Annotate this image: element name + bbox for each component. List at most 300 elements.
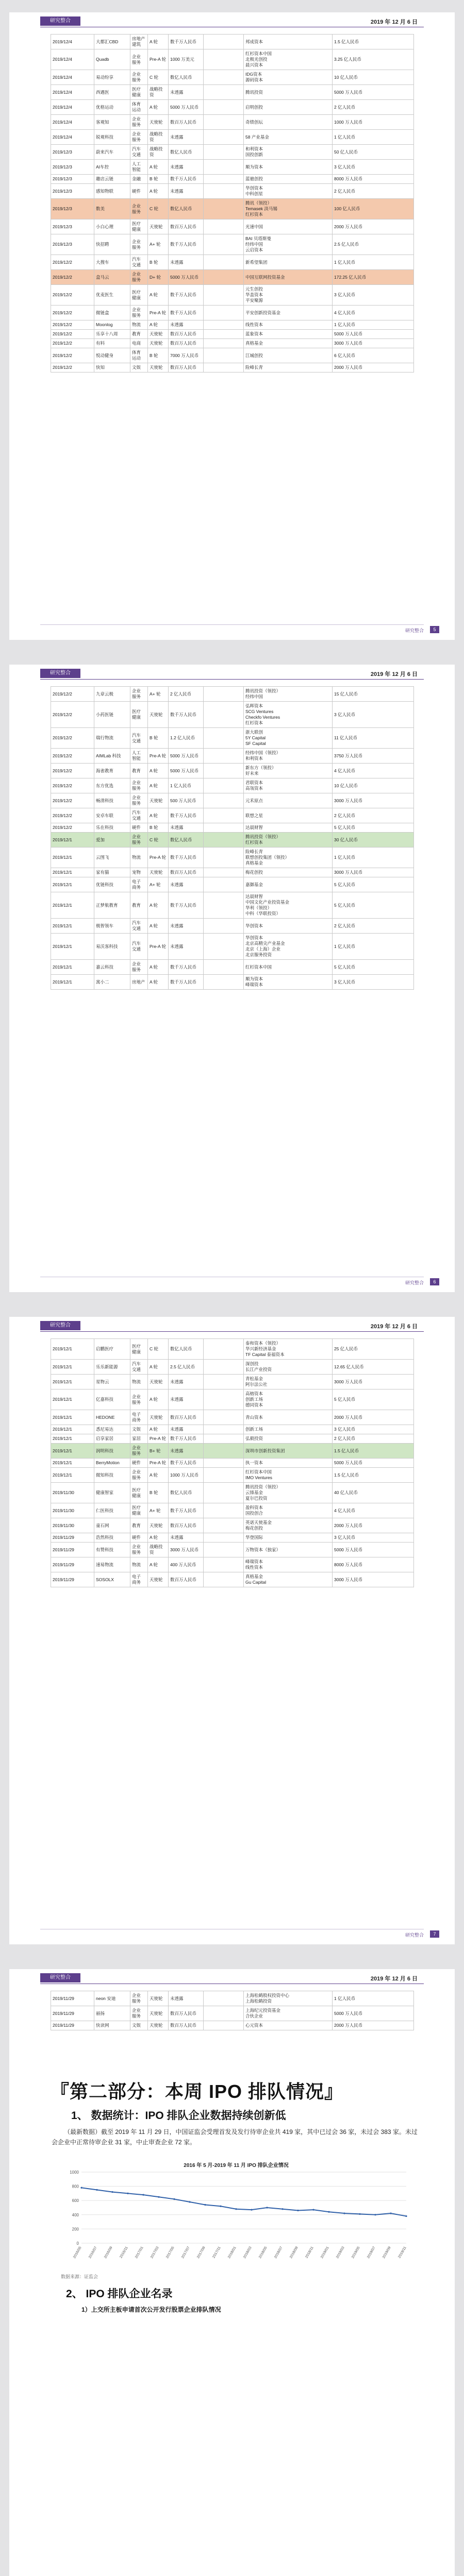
deal-name-cell: 悉尼易达 — [94, 1425, 130, 1434]
deal-name-cell: 云图飞 — [94, 848, 130, 868]
deal-industry-cell: 房地产 建筑 — [130, 35, 148, 49]
deal-amount-cell: 数百万人民币 — [169, 219, 204, 234]
subsection-title: 2、 IPO 排队企业名录 — [66, 2288, 173, 2300]
deal-amount-cell: 数千万人民币 — [169, 175, 204, 184]
deal-investors-cell: 奇绩创坛 — [244, 115, 333, 130]
deals-table — [51, 34, 414, 372]
deal-name-cell: 速易物流 — [94, 1557, 130, 1572]
deal-usd-amount-cell: 3 亿人民币 — [333, 702, 414, 728]
deal-investors-cell: 真格基金 Gu Capital — [244, 1572, 333, 1587]
deal-name-cell: 优链科技 — [94, 877, 130, 892]
deal-round-cell: D+ 轮 — [148, 270, 169, 285]
deal-industry-cell: 体育 运动 — [130, 100, 148, 115]
deal-amount-cell: 2 亿人民币 — [169, 687, 204, 702]
deal-round-cell: Pre-A 轮 — [148, 848, 169, 868]
deal-name-cell: 优格运动 — [94, 100, 130, 115]
deal-name-cell: 乐乐新能源 — [94, 1360, 130, 1375]
deal-date-cell: 2019/12/2 — [51, 823, 94, 833]
page-number: 7 — [430, 1930, 439, 1938]
deal-name-cell: AI车控 — [94, 160, 130, 175]
deal-name-cell: 有料 — [94, 339, 130, 348]
deal-row — [51, 1375, 414, 1389]
deal-name-cell: 乐享十八周 — [94, 330, 130, 339]
deal-usd-amount-cell: 15 亿人民币 — [333, 687, 414, 702]
deal-industry-cell: 企业 服务 — [130, 199, 148, 219]
deal-usd-amount-cell: 12.65 亿人民币 — [333, 1360, 414, 1375]
deal-valuation-cell — [204, 728, 244, 749]
x-tick-label: 2018/09 — [289, 2246, 299, 2259]
deal-date-cell: 2019/12/2 — [51, 778, 94, 793]
deal-usd-amount-cell: 3 亿人民币 — [333, 1425, 414, 1434]
footer-tag: 研究整合 — [405, 1280, 424, 1285]
deal-valuation-cell — [204, 1339, 244, 1360]
chart-source: 数据来源：证监会 — [61, 2274, 98, 2279]
deal-row — [51, 1518, 414, 1533]
deal-date-cell: 2019/11/29 — [51, 1991, 94, 2006]
ipo-queue-point — [80, 2187, 82, 2189]
deal-row — [51, 764, 414, 778]
deal-date-cell: 2019/12/1 — [51, 833, 94, 848]
deal-investors-cell: 上海纪元投资基金 合伙企业 — [244, 2006, 333, 2021]
report-date: 2019 年 12 月 6 日 — [370, 1976, 418, 1982]
deal-usd-amount-cell: 30 亿人民币 — [333, 833, 414, 848]
deal-row — [51, 285, 414, 306]
deal-valuation-cell — [204, 960, 244, 975]
deal-valuation-cell — [204, 1360, 244, 1375]
deal-row — [51, 687, 414, 702]
deal-row — [51, 778, 414, 793]
deal-valuation-cell — [204, 285, 244, 306]
y-tick-label: 1000 — [70, 2170, 79, 2175]
deal-name-cell: 优麦医生 — [94, 285, 130, 306]
deal-investors-cell: 英诺天使基金 梅花创投 — [244, 1518, 333, 1533]
deal-usd-amount-cell: 10 亿人民币 — [333, 70, 414, 85]
report-page-6 — [9, 665, 455, 1292]
report-tag: 研究整合 — [40, 669, 80, 678]
deal-row — [51, 199, 414, 219]
deal-industry-cell: 医疗 健康 — [130, 219, 148, 234]
deal-valuation-cell — [204, 764, 244, 778]
ipo-queue-point — [127, 2193, 128, 2194]
deal-name-cell: 瑞行物流 — [94, 728, 130, 749]
deal-date-cell: 2019/12/2 — [51, 320, 94, 330]
x-tick-label: 2019/03 — [336, 2246, 345, 2259]
deal-round-cell: 战略投资 — [148, 145, 169, 160]
deal-investors-cell: BAI 贝塔斯曼 经纬中国 云启资本 — [244, 234, 333, 255]
deal-row — [51, 892, 414, 919]
deal-round-cell: A 轮 — [148, 100, 169, 115]
deal-valuation-cell — [204, 1468, 244, 1483]
deal-usd-amount-cell: 1000 万人民币 — [333, 115, 414, 130]
deal-date-cell: 2019/12/4 — [51, 85, 94, 100]
deal-amount-cell: 2.5 亿人民币 — [169, 1360, 204, 1375]
ipo-queue-point — [343, 2212, 345, 2214]
deal-round-cell: B 轮 — [148, 823, 169, 833]
ipo-queue-point — [173, 2198, 175, 2200]
deal-industry-cell: 汽车 交通 — [130, 919, 148, 934]
deal-usd-amount-cell: 2000 万人民币 — [333, 219, 414, 234]
deal-usd-amount-cell: 5 亿人民币 — [333, 960, 414, 975]
deal-industry-cell: 企业 服务 — [130, 49, 148, 70]
deal-valuation-cell — [204, 1543, 244, 1557]
deal-round-cell: 战略投资 — [148, 1543, 169, 1557]
deal-industry-cell: 企业 服务 — [130, 234, 148, 255]
deal-amount-cell: 未透露 — [169, 130, 204, 145]
deal-industry-cell: 物流 — [130, 320, 148, 330]
deal-date-cell: 2019/12/1 — [51, 1410, 94, 1425]
x-tick-label: 2017/09 — [196, 2246, 206, 2259]
deal-investors-cell: 弘毅投资 — [244, 1434, 333, 1444]
deal-amount-cell: 数千万人民币 — [169, 1503, 204, 1518]
ipo-summary-paragraph: （最新数据）截至 2019 年 11 月 29 日，中国证监会受理首发及发行待审企业共 419 家，其中已过会 36 家，未过会 383 家。未过会企业中正常待审企业 31 家，中止审查企业 72 家。 — [52, 2128, 418, 2146]
deal-investors-cell: 红杉资本中国 IMO Ventures — [244, 1468, 333, 1483]
deal-row — [51, 1991, 414, 2006]
deal-row — [51, 330, 414, 339]
deal-industry-cell: 人工 智能 — [130, 749, 148, 764]
deal-round-cell: Pre-A 轮 — [148, 1434, 169, 1444]
deal-usd-amount-cell: 2000 万人民币 — [333, 1410, 414, 1425]
deal-investors-cell: 顺为资本 — [244, 160, 333, 175]
ipo-queue-point — [235, 2208, 237, 2210]
deal-industry-cell: 电子 商务 — [130, 877, 148, 892]
page-header — [9, 665, 455, 682]
deal-investors-cell: 腾讯投资 — [244, 85, 333, 100]
deal-name-cell: 东方优选 — [94, 778, 130, 793]
deal-date-cell: 2019/11/30 — [51, 1518, 94, 1533]
deal-name-cell: Quadb — [94, 49, 130, 70]
deal-usd-amount-cell: 6 亿人民币 — [333, 348, 414, 363]
deal-amount-cell: 未透露 — [169, 1991, 204, 2006]
deal-investors-cell: 江城创投 — [244, 348, 333, 363]
deal-round-cell: 天使轮 — [148, 1991, 169, 2006]
deal-name-cell: 海雀教育 — [94, 764, 130, 778]
deal-round-cell: 天使轮 — [148, 702, 169, 728]
deal-name-cell: 童石网 — [94, 1518, 130, 1533]
deal-valuation-cell — [204, 1503, 244, 1518]
ipo-queue-point — [405, 2215, 407, 2217]
deal-amount-cell: 数百万人民币 — [169, 1572, 204, 1587]
deal-name-cell: 家有猫 — [94, 868, 130, 877]
deal-valuation-cell — [204, 778, 244, 793]
deal-amount-cell: 5000 万人民币 — [169, 100, 204, 115]
deals-table — [51, 686, 414, 990]
x-tick-label: 2017/11 — [212, 2246, 222, 2259]
deal-name-cell: 小白心理 — [94, 219, 130, 234]
deal-valuation-cell — [204, 1425, 244, 1434]
deal-date-cell: 2019/12/1 — [51, 892, 94, 919]
deal-investors-cell: 深创投 长江产业投资 — [244, 1360, 333, 1375]
deal-date-cell: 2019/12/1 — [51, 1375, 94, 1389]
deal-valuation-cell — [204, 70, 244, 85]
report-page-7 — [9, 1317, 455, 1944]
deal-amount-cell: 数亿人民币 — [169, 145, 204, 160]
x-tick-label: 2019/01 — [320, 2246, 330, 2259]
deal-name-cell: 启享家居 — [94, 1434, 130, 1444]
ipo-queue-chart — [61, 2161, 411, 2267]
deal-row — [51, 145, 414, 160]
deals-table — [51, 1991, 414, 2030]
deal-round-cell: A 轮 — [148, 1468, 169, 1483]
deal-valuation-cell — [204, 130, 244, 145]
deal-investors-cell: 光速中国 — [244, 219, 333, 234]
deal-investors-cell: 平安创新投资基金 — [244, 306, 333, 320]
deal-row — [51, 100, 414, 115]
deal-usd-amount-cell: 11 亿人民币 — [333, 728, 414, 749]
deal-date-cell: 2019/11/29 — [51, 1572, 94, 1587]
ipo-queue-point — [266, 2207, 268, 2208]
deal-date-cell: 2019/12/1 — [51, 960, 94, 975]
deal-valuation-cell — [204, 833, 244, 848]
deal-amount-cell: 数千万人民币 — [169, 808, 204, 823]
deal-date-cell: 2019/12/4 — [51, 70, 94, 85]
deal-date-cell: 2019/12/1 — [51, 975, 94, 990]
deal-round-cell: 天使轮 — [148, 1375, 169, 1389]
page-footer — [9, 1929, 455, 1940]
deal-date-cell: 2019/12/2 — [51, 363, 94, 372]
deal-industry-cell: 文娱 — [130, 363, 148, 372]
x-tick-label: 2016/11 — [119, 2246, 129, 2259]
deal-date-cell: 2019/12/2 — [51, 808, 94, 823]
deal-name-cell: 蔚来汽车 — [94, 145, 130, 160]
deal-industry-cell: 医疗 健康 — [130, 1483, 148, 1503]
deal-usd-amount-cell: 1.5 亿人民币 — [333, 1444, 414, 1459]
deal-valuation-cell — [204, 1483, 244, 1503]
deal-name-cell: 感知物联 — [94, 184, 130, 199]
deal-date-cell: 2019/12/4 — [51, 49, 94, 70]
ipo-queue-point — [204, 2204, 206, 2206]
deal-valuation-cell — [204, 1375, 244, 1389]
deal-amount-cell: 未透露 — [169, 877, 204, 892]
deal-amount-cell: 数百万人民币 — [169, 330, 204, 339]
deal-date-cell: 2019/12/2 — [51, 348, 94, 363]
deal-investors-cell: 峰瑞资本 线性资本 — [244, 1557, 333, 1572]
deal-valuation-cell — [204, 892, 244, 919]
deal-row — [51, 1434, 414, 1444]
deal-date-cell: 2019/11/30 — [51, 1483, 94, 1503]
report-tag: 研究整合 — [40, 16, 80, 26]
deal-valuation-cell — [204, 160, 244, 175]
deal-valuation-cell — [204, 115, 244, 130]
deal-investors-cell: 浙大联创 5Y Capital SF Capital — [244, 728, 333, 749]
ipo-queue-point — [220, 2206, 221, 2207]
deal-row — [51, 348, 414, 363]
deal-usd-amount-cell: 2 亿人民币 — [333, 808, 414, 823]
deal-industry-cell: 硬件 — [130, 1533, 148, 1543]
deal-row — [51, 848, 414, 868]
deal-round-cell: A 轮 — [148, 960, 169, 975]
deal-round-cell: A+ 轮 — [148, 234, 169, 255]
deal-name-cell: SOSOLX — [94, 1572, 130, 1587]
deal-valuation-cell — [204, 1410, 244, 1425]
deal-date-cell: 2019/12/1 — [51, 1425, 94, 1434]
deal-industry-cell: 企业 服务 — [130, 2006, 148, 2021]
deal-valuation-cell — [204, 330, 244, 339]
deal-name-cell: 趣店云链 — [94, 175, 130, 184]
deal-name-cell: 易沃客科技 — [94, 934, 130, 960]
x-tick-label: 2019/05 — [351, 2246, 361, 2259]
deal-name-cell: 有赞科技 — [94, 1543, 130, 1557]
deal-row — [51, 808, 414, 823]
deal-valuation-cell — [204, 255, 244, 270]
deal-amount-cell: 未透露 — [169, 934, 204, 960]
deal-name-cell: Moonlog — [94, 320, 130, 330]
ipo-queue-point — [96, 2189, 97, 2191]
deal-amount-cell: 未透露 — [169, 85, 204, 100]
ipo-queue-point — [328, 2211, 329, 2213]
deal-name-cell: 极智领车 — [94, 919, 130, 934]
ipo-queue-point — [158, 2196, 159, 2198]
deal-row — [51, 1483, 414, 1503]
deal-industry-cell: 汽车 交通 — [130, 728, 148, 749]
deal-name-cell: 爱加 — [94, 833, 130, 848]
deal-amount-cell: 未透露 — [169, 1425, 204, 1434]
deal-investors-cell: IDG资本 源码资本 — [244, 70, 333, 85]
deal-industry-cell: 企业 服务 — [130, 115, 148, 130]
deal-row — [51, 934, 414, 960]
deal-row — [51, 115, 414, 130]
deal-industry-cell: 汽车 交通 — [130, 934, 148, 960]
deal-investors-cell: 执一资本 — [244, 1459, 333, 1468]
y-tick-label: 0 — [76, 2241, 79, 2246]
deal-usd-amount-cell: 3 亿人民币 — [333, 160, 414, 175]
deal-row — [51, 960, 414, 975]
deal-date-cell: 2019/12/3 — [51, 145, 94, 160]
deal-round-cell: 天使轮 — [148, 363, 169, 372]
deal-row — [51, 793, 414, 808]
deal-date-cell: 2019/11/29 — [51, 2006, 94, 2021]
deal-name-cell: 丽扬 — [94, 2006, 130, 2021]
deal-industry-cell: 汽车 交通 — [130, 808, 148, 823]
deal-industry-cell: 医疗 健康 — [130, 1339, 148, 1360]
deal-amount-cell: 数亿人民币 — [169, 1339, 204, 1360]
deal-industry-cell: 企业 服务 — [130, 1468, 148, 1483]
deal-usd-amount-cell: 2 亿人民币 — [333, 100, 414, 115]
deal-industry-cell: 体育 运动 — [130, 348, 148, 363]
deal-amount-cell: 数亿人民币 — [169, 199, 204, 219]
report-page-8 — [9, 1969, 455, 2576]
deal-round-cell: 战略投资 — [148, 130, 169, 145]
deal-round-cell: B 轮 — [148, 348, 169, 363]
deal-row — [51, 823, 414, 833]
deal-amount-cell: 数百万人民币 — [169, 115, 204, 130]
deal-date-cell: 2019/12/4 — [51, 100, 94, 115]
deal-row — [51, 219, 414, 234]
deal-industry-cell: 医疗 健康 — [130, 285, 148, 306]
deal-usd-amount-cell: 2 亿人民币 — [333, 184, 414, 199]
deal-name-cell: 畅清科技 — [94, 793, 130, 808]
deal-usd-amount-cell: 5000 万人民币 — [333, 2006, 414, 2021]
deal-investors-cell: 心元资本 — [244, 2021, 333, 2030]
deal-date-cell: 2019/12/1 — [51, 1389, 94, 1410]
deal-amount-cell: 未透露 — [169, 1444, 204, 1459]
deal-round-cell: 天使轮 — [148, 1410, 169, 1425]
deal-valuation-cell — [204, 234, 244, 255]
report-tag: 研究整合 — [40, 1973, 80, 1982]
deal-name-cell: 浩然科技 — [94, 1533, 130, 1543]
footer-tag: 研究整合 — [405, 628, 424, 633]
deal-industry-cell: 企业 服务 — [130, 833, 148, 848]
deal-round-cell: B+ 轮 — [148, 1444, 169, 1459]
deal-usd-amount-cell: 5000 万人民币 — [333, 1459, 414, 1468]
deal-date-cell: 2019/12/2 — [51, 793, 94, 808]
deal-row — [51, 130, 414, 145]
deal-date-cell: 2019/12/3 — [51, 199, 94, 219]
header-rule — [40, 679, 424, 680]
deal-usd-amount-cell: 1 亿人民币 — [333, 130, 414, 145]
deal-row — [51, 1557, 414, 1572]
ipo-queue-point — [251, 2209, 252, 2211]
deal-industry-cell: 家居 — [130, 1434, 148, 1444]
deal-name-cell: 小药医链 — [94, 702, 130, 728]
deal-investors-cell: 达晨财智 中国文化产业投资基金 华利（领投） 中科（华联投资） — [244, 892, 333, 919]
ipo-queue-point — [297, 2210, 299, 2211]
deal-date-cell: 2019/12/1 — [51, 1468, 94, 1483]
deal-usd-amount-cell: 5 亿人民币 — [333, 1389, 414, 1410]
deal-round-cell: A 轮 — [148, 1360, 169, 1375]
deal-valuation-cell — [204, 1459, 244, 1468]
page-number: 6 — [430, 1278, 439, 1285]
deal-industry-cell: 金融 — [130, 175, 148, 184]
deal-industry-cell: 教育 — [130, 764, 148, 778]
deal-name-cell: 健康智家 — [94, 1483, 130, 1503]
deal-row — [51, 2021, 414, 2030]
deal-amount-cell: 数千万人民币 — [169, 960, 204, 975]
deal-amount-cell: 未透露 — [169, 1375, 204, 1389]
deal-round-cell: A 轮 — [148, 919, 169, 934]
deal-round-cell: A 轮 — [148, 285, 169, 306]
deal-valuation-cell — [204, 868, 244, 877]
deal-valuation-cell — [204, 306, 244, 320]
deal-date-cell: 2019/11/29 — [51, 2021, 94, 2030]
ipo-queue-point — [374, 2214, 376, 2215]
deal-name-cell: AIMLab 科技 — [94, 749, 130, 764]
page-header — [9, 1317, 455, 1334]
deal-name-cell: 盒马云 — [94, 270, 130, 285]
deal-row — [51, 1425, 414, 1434]
deal-usd-amount-cell: 25 亿人民币 — [333, 1339, 414, 1360]
x-tick-label: 2016/07 — [88, 2246, 98, 2259]
deal-round-cell: Pre-A 轮 — [148, 306, 169, 320]
deal-round-cell: A 轮 — [148, 1557, 169, 1572]
deal-usd-amount-cell: 1 亿人民币 — [333, 934, 414, 960]
deal-date-cell: 2019/12/2 — [51, 255, 94, 270]
ipo-queue-line-chart — [61, 2161, 411, 2267]
ipo-queue-point — [111, 2191, 113, 2193]
x-tick-label: 2018/07 — [274, 2246, 284, 2259]
deal-name-cell: 乐在科技 — [94, 823, 130, 833]
deal-usd-amount-cell: 5 亿人民币 — [333, 823, 414, 833]
deal-usd-amount-cell: 172.25 亿人民币 — [333, 270, 414, 285]
deal-investors-cell: 真格基金 — [244, 339, 333, 348]
deal-row — [51, 728, 414, 749]
deal-name-cell: 锐观科技 — [94, 130, 130, 145]
deal-usd-amount-cell: 2 亿人民币 — [333, 919, 414, 934]
deal-industry-cell: 企业 服务 — [130, 130, 148, 145]
deal-valuation-cell — [204, 934, 244, 960]
deal-row — [51, 234, 414, 255]
deal-round-cell: A 轮 — [148, 184, 169, 199]
deal-date-cell: 2019/12/2 — [51, 728, 94, 749]
deal-investors-cell: 华创资本 北京高精尖产业基金 北京（上海）企业 北京服务投资 — [244, 934, 333, 960]
deal-round-cell: 天使轮 — [148, 2021, 169, 2030]
deal-row — [51, 1389, 414, 1410]
deal-valuation-cell — [204, 363, 244, 372]
deal-amount-cell: 未透露 — [169, 184, 204, 199]
deal-date-cell: 2019/11/30 — [51, 1503, 94, 1518]
deal-date-cell: 2019/12/1 — [51, 1360, 94, 1375]
deal-name-cell: 快招聘 — [94, 234, 130, 255]
deal-name-cell: 九章云极 — [94, 687, 130, 702]
